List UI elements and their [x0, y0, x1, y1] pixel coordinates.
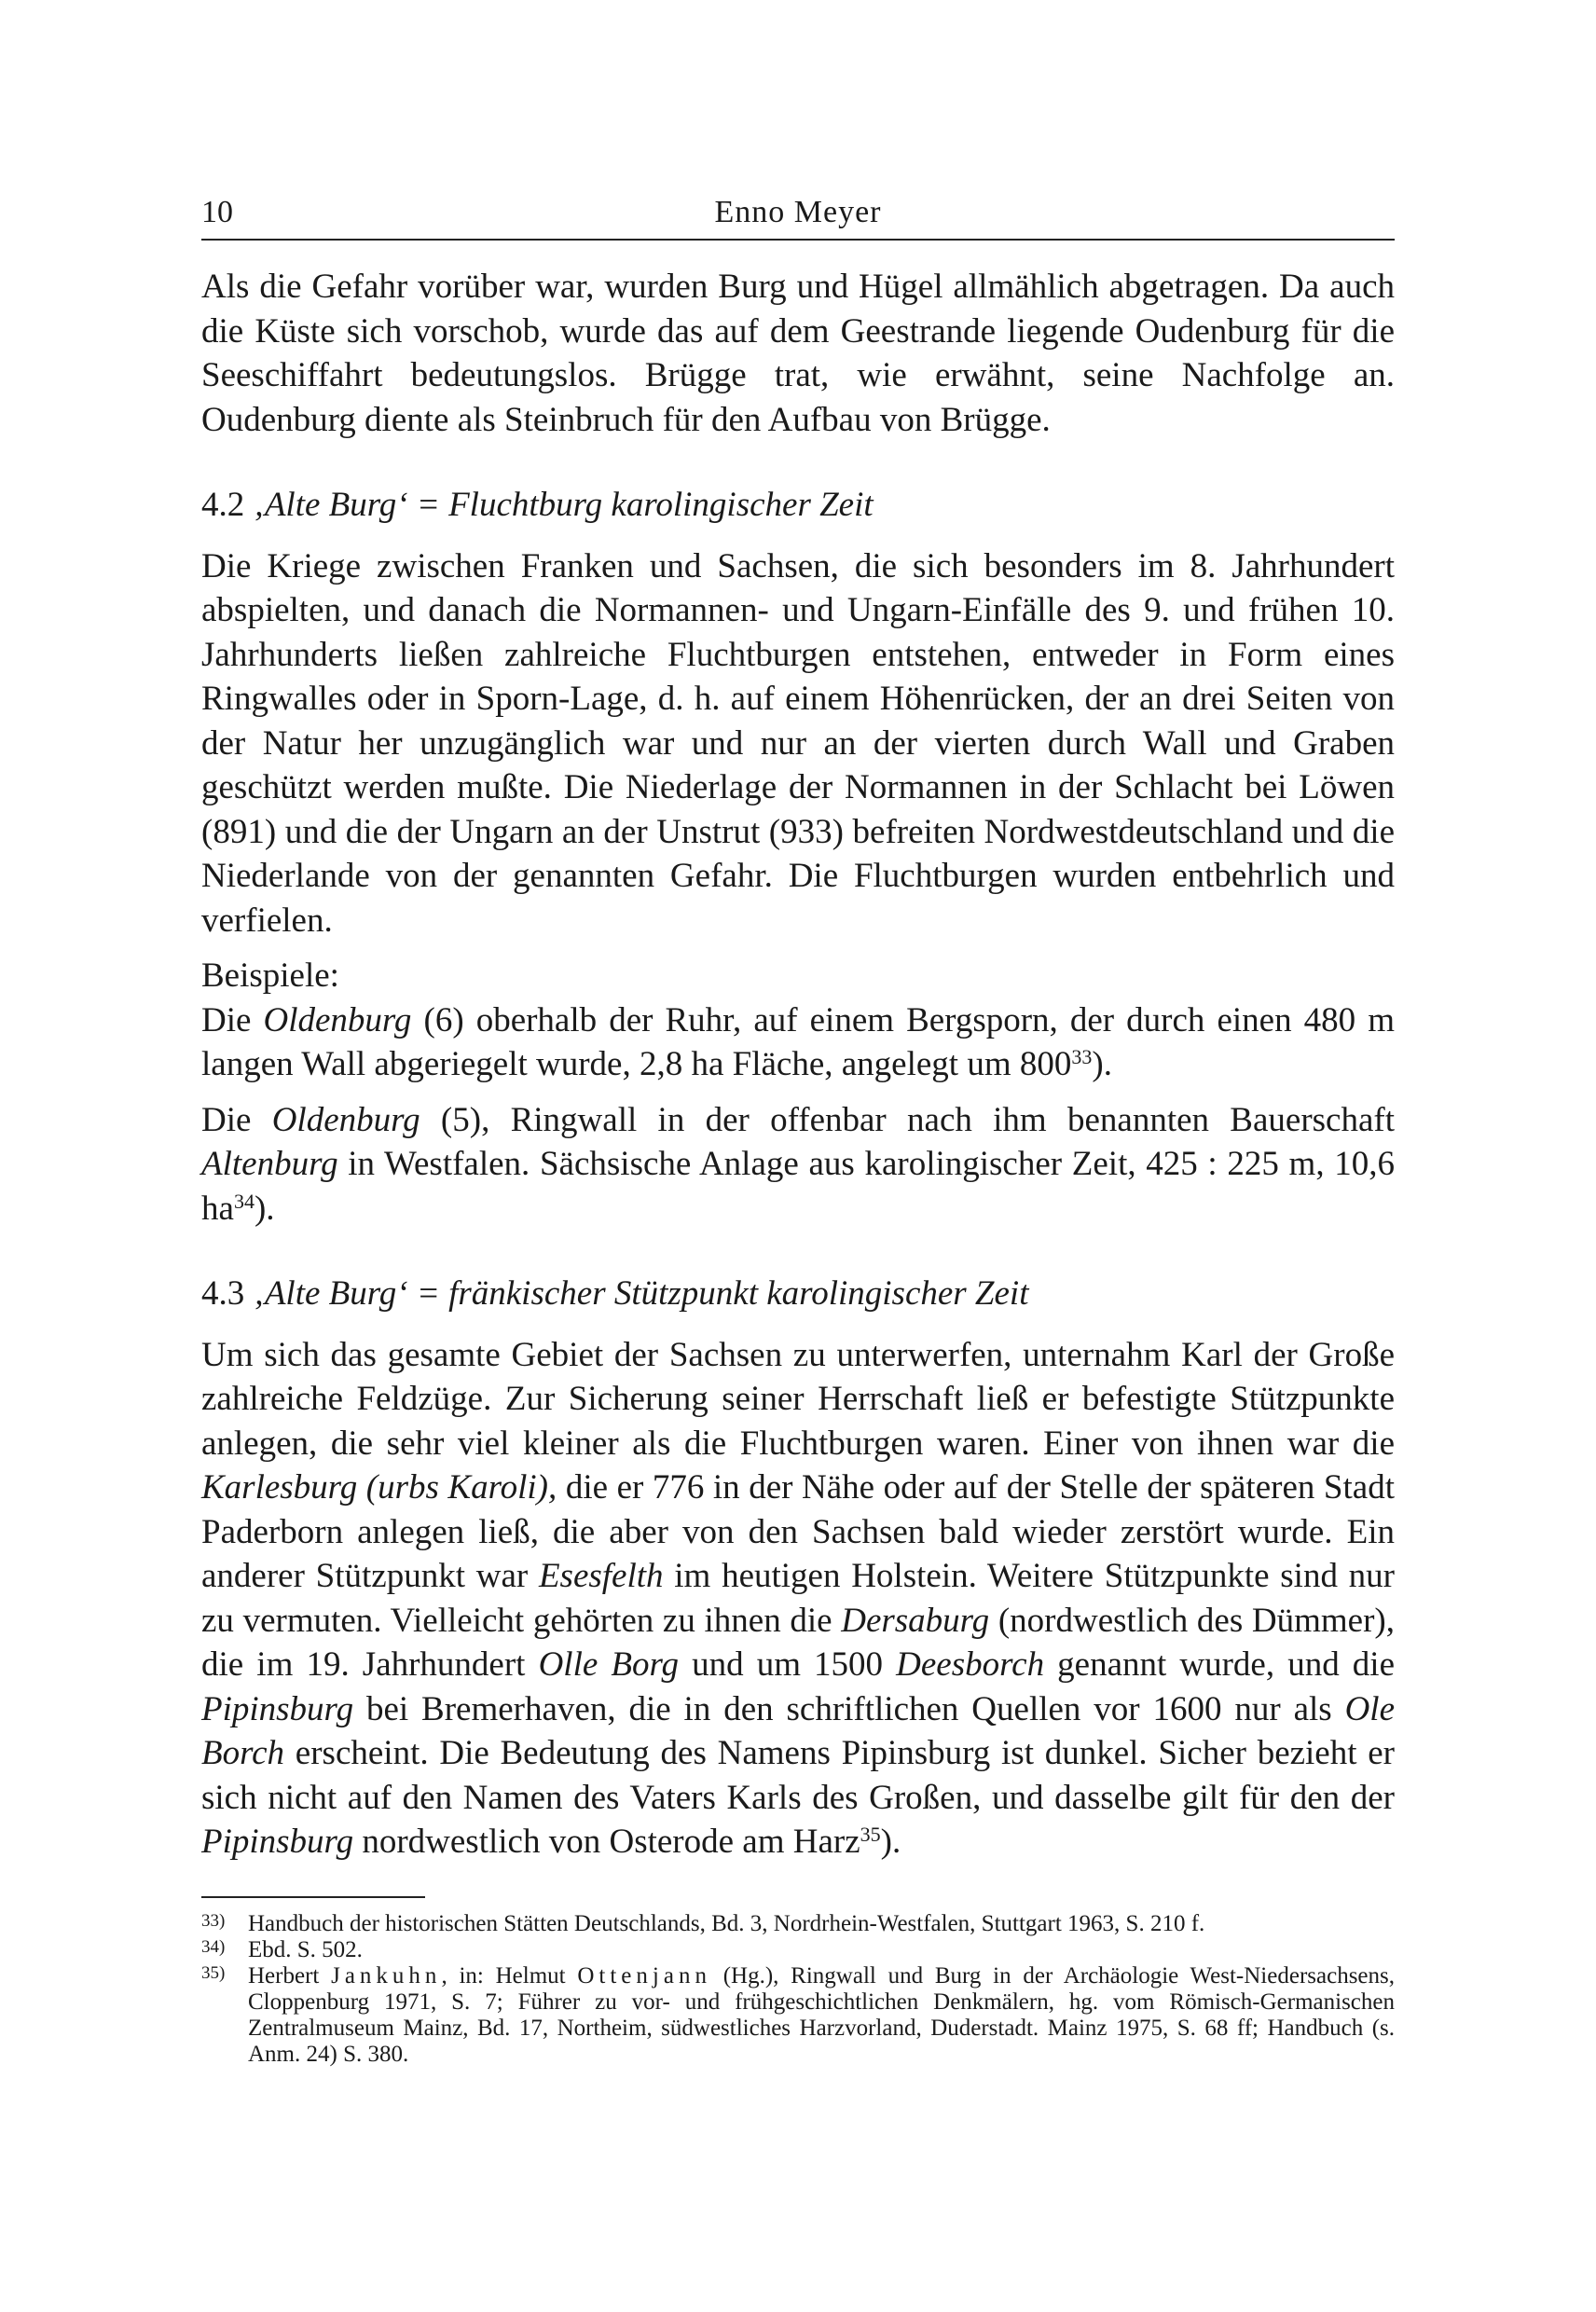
place-name: Pipinsburg	[201, 1689, 354, 1728]
footnote-mark: 34)	[201, 1936, 226, 1957]
section-title: ‚Alte Burg‘ = fränkischer Stützpunkt karolingischer Zeit	[253, 1274, 1029, 1313]
footnote-ref: 33	[1071, 1045, 1093, 1068]
footnote-mark: 33)	[201, 1910, 226, 1931]
text-span: nordwestlich von Osterode am Harz	[353, 1823, 860, 1861]
footnote-ref: 35	[860, 1823, 881, 1846]
section-4-2-paragraph: Die Kriege zwischen Franken und Sachsen, die sich besonders im 8. Jahrhundert abspielten, und danach die Normannen- und Ungarn-Einfälle des 9. und frühen 10. Jahrhunderts ließen zahlreiche Fluchtburgen entstehen, entweder in Form eines Ringwalles oder in Sporn-Lage, d. h. auf einem Höhenrücken, der an drei Seiten von der Natur her unzugänglich war und nur an der vierten durch Wall und Graben geschützt werden mußte. Die Niederlage der Normannen in der Schlacht bei Löwen (891) und die der Ungarn an der Unstrut (933) befreiten Nordwestdeutschland und die Niederlande von der genannten Gefahr. Die Fluchtburgen wurden entbehrlich und verfielen.	[201, 546, 1395, 940]
footnote-text: Ebd. S. 502.	[248, 1936, 363, 1962]
text-span: erscheint. Die Bedeutung des Namens Pipinsburg ist dunkel. Sicher bezieht er sich nicht auf den Namen des Vaters Karls des Großen, und dasselbe gilt für den der	[201, 1734, 1395, 1817]
text-span: Die	[201, 1100, 272, 1139]
footnotes	[201, 1911, 1395, 2068]
text-span: ).	[254, 1189, 275, 1228]
place-name: Deesborch	[896, 1645, 1045, 1684]
footnote-34	[201, 1937, 1395, 1963]
place-name: Altenburg	[201, 1145, 338, 1183]
text-span: genannt wurde, und die	[1044, 1645, 1395, 1684]
place-name: Pipinsburg	[201, 1823, 354, 1861]
text-span: (nordwestlich des Dümmer), die im 19. Jahrhundert	[201, 1601, 1395, 1684]
section-4-3-paragraph	[201, 1333, 1395, 1865]
text-span: Herbert	[248, 1962, 332, 1989]
text-span: Um sich das gesamte Gebiet der Sachsen zu unterwerfen, unternahm Karl der Große zahlreiche Feldzüge. Zur Sicherung seiner Herrschaft ließ er befestigte Stützpunkte anlegen, die sehr viel kleiner als die Fluchtburgen waren. Einer von ihnen war die	[201, 1335, 1395, 1463]
text-span: Die	[201, 1000, 264, 1039]
examples-label: Beispiele:	[201, 956, 339, 995]
place-name: Esesfelth	[538, 1557, 664, 1595]
text-span: , in: Helmut	[441, 1962, 578, 1989]
footnote-mark: 35)	[201, 1962, 226, 1983]
place-name: Dersaburg	[841, 1601, 990, 1640]
section-heading-4-2	[201, 483, 1395, 528]
text-span: bei Bremerhaven, die in den schriftlichen Quellen vor 1600 nur als	[353, 1689, 1345, 1728]
section-heading-4-3	[201, 1272, 1395, 1316]
text-span: in Westfalen. Sächsische Anlage aus karolingischer Zeit, 425 : 225 m, 10,6 ha	[201, 1145, 1395, 1228]
text-span: im heutigen Holstein. Weitere Stützpunkte sind nur zu vermuten. Vielleicht gehörten zu ihnen die	[201, 1557, 1396, 1640]
text-span: und um 1500	[679, 1645, 897, 1684]
book-page	[201, 186, 1395, 2068]
text-span: (Hg.), Ringwall und Burg in der Archäologie West-Niedersachsens, Cloppenburg 1971, S. 7; Führer zu vor- und frühgeschichtlichen Denkmälern, hg. vom Römisch-Germanischen Zentralmuseum Mainz, Bd. 17, Northeim, südwestliches Harzvorland, Duderstadt. Mainz 1975, S. 68 ff; Handbuch (s. Anm. 24) S. 380.	[248, 1962, 1395, 2067]
running-head-author: Enno Meyer	[714, 195, 882, 229]
section-number: 4.2	[201, 486, 245, 524]
place-name: Karlesburg (urbs Karoli),	[201, 1468, 557, 1507]
text-span: (6) oberhalb der Ruhr, auf einem Bergsporn, der durch einen 480 m langen Wall abgeriegelt wurde, 2,8 ha Fläche, angelegt um 800	[201, 1000, 1395, 1083]
section-title: ‚Alte Burg‘ = Fluchtburg karolingischer Zeit	[253, 486, 874, 524]
footnote-divider	[201, 1896, 425, 1898]
footnote-ref: 34	[233, 1189, 255, 1213]
text-span: die er 776 in der Nähe oder auf der Stelle der späteren Stadt Paderborn anlegen ließ, die aber von den Sachsen bald wieder zerstört wurde. Ein anderer Stützpunkt war	[201, 1468, 1395, 1595]
footnote-35	[201, 1963, 1395, 2068]
text-span: (5), Ringwall in der offenbar nach ihm benannten Bauerschaft	[420, 1100, 1395, 1139]
text-span: ).	[880, 1823, 901, 1861]
place-name: Oldenburg	[271, 1100, 420, 1139]
place-name: Olle Borg	[538, 1645, 679, 1684]
place-name: Ole Borch	[201, 1689, 1395, 1772]
footnote-33	[201, 1911, 1395, 1937]
text-span: ).	[1092, 1045, 1112, 1083]
place-name: Oldenburg	[263, 1000, 412, 1039]
page-number: 10	[201, 195, 233, 229]
example-paragraph-1	[201, 998, 1395, 1087]
author-name: Jankuhn	[331, 1962, 442, 1989]
footnote-text: Handbuch der historischen Stätten Deutschlands, Bd. 3, Nordrhein-Westfalen, Stuttgart 1963, S. 210 f.	[248, 1910, 1205, 1936]
running-head	[201, 186, 1395, 241]
example-paragraph-2	[201, 1098, 1395, 1232]
author-name: Ottenjann	[577, 1962, 711, 1989]
section-number: 4.3	[201, 1274, 245, 1313]
intro-paragraph: Als die Gefahr vorüber war, wurden Burg und Hügel allmählich abgetragen. Da auch die Küste sich vorschob, wurde das auf dem Geestrande liegende Oudenburg für die Seeschiffahrt bedeutungslos. Brügge trat, wie erwähnt, seine Nachfolge an. Oudenburg diente als Steinbruch für den Aufbau von Brügge.	[201, 268, 1395, 439]
